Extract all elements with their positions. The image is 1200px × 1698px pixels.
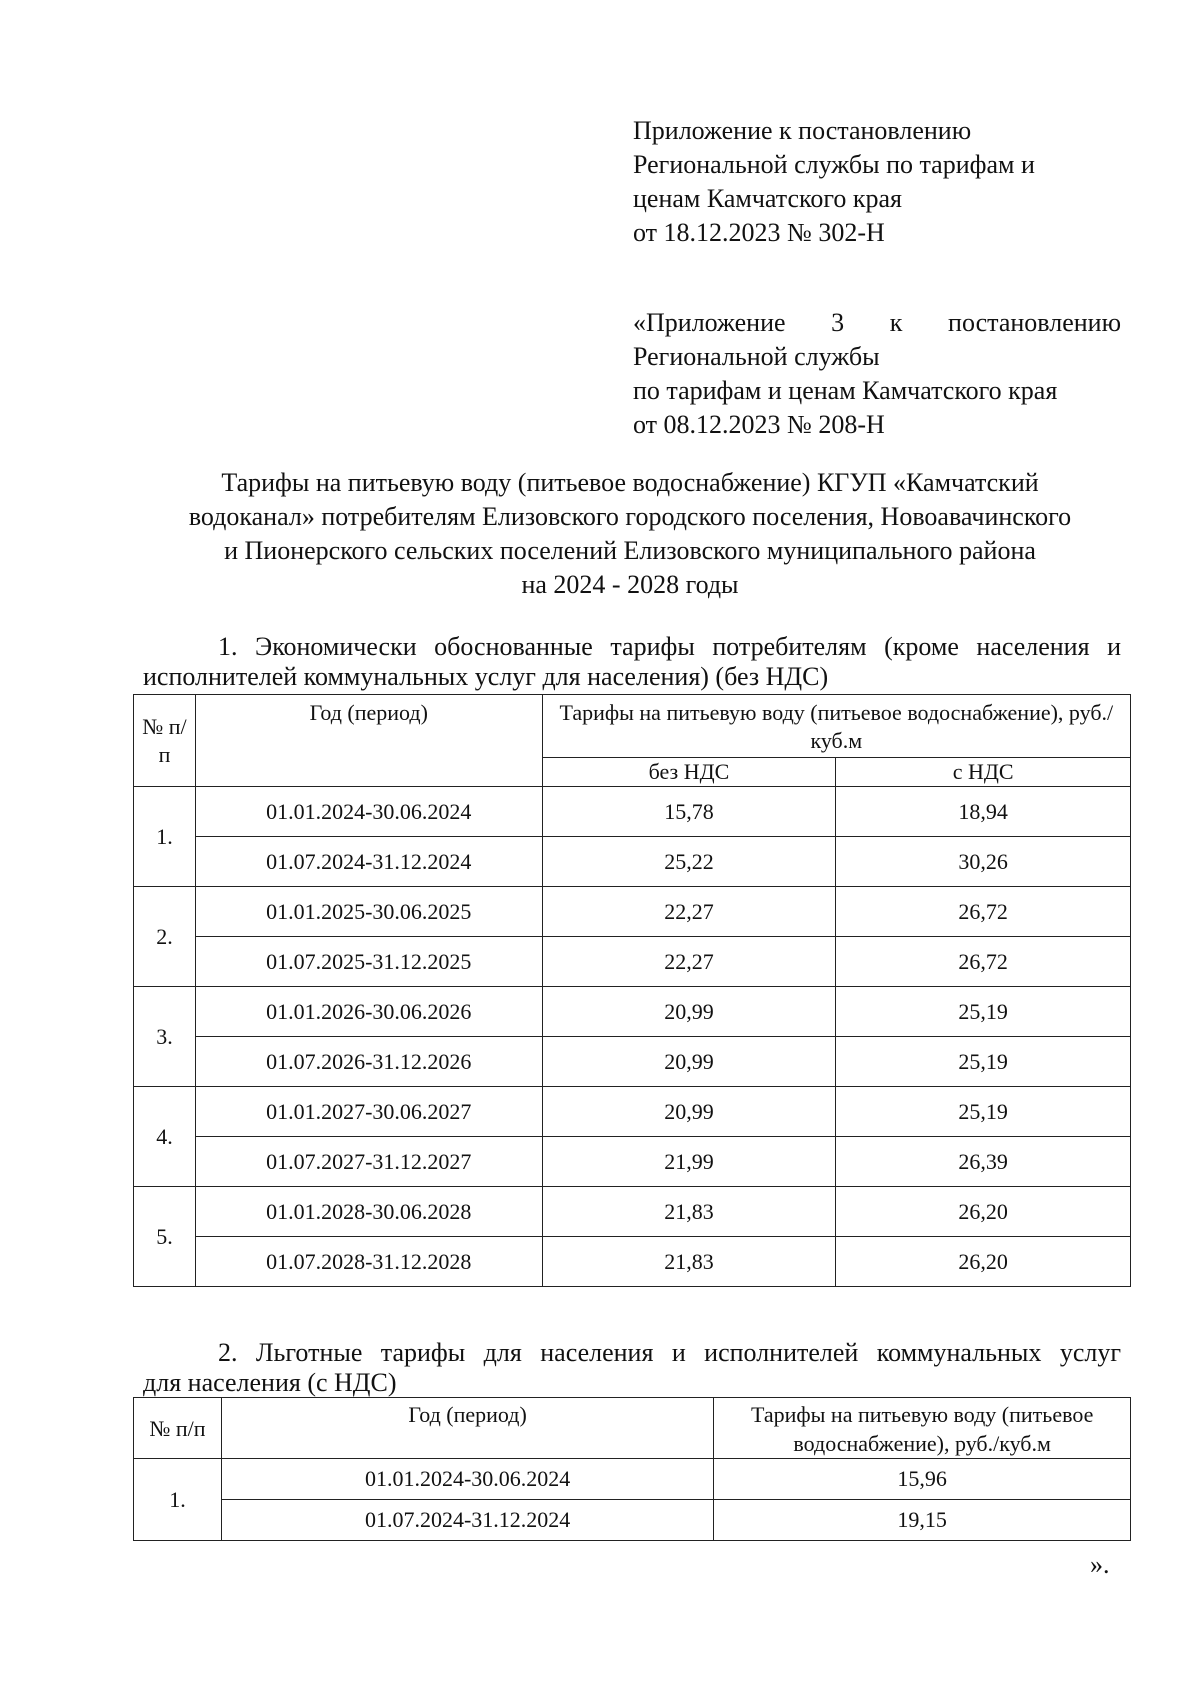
tariff-vat-cell: 30,26 [836,837,1131,887]
tariff-vat-cell: 15,96 [714,1459,1131,1500]
table-row [134,837,1131,887]
table-row [134,1087,1131,1137]
tariff-vat-cell: 25,19 [836,987,1131,1037]
section-line: 2. Льготные тарифы для населения и исполнителей коммунальных услуг [218,1338,1121,1367]
tariff-no-vat-cell: 21,99 [542,1137,836,1187]
appendix-line: по тарифам и ценам Камчатского края [633,376,1058,405]
tariff-vat-cell: 26,20 [836,1237,1131,1287]
tariff-vat-cell: 26,72 [836,887,1131,937]
title-line: и Пионерского сельских поселений Елизовского муниципального района [224,536,1036,565]
tariff-no-vat-cell: 21,83 [542,1237,836,1287]
tariff-vat-cell: 19,15 [714,1500,1131,1541]
table-row [134,1500,1131,1541]
table-row [134,1237,1131,1287]
section-line: для населения (с НДС) [143,1368,397,1397]
appendix-line: ценам Камчатского края [633,184,902,213]
table-row [134,1187,1131,1237]
section-2-heading [143,1338,1121,1398]
table-row [134,787,1131,837]
appendix-line: Региональной службы [633,342,880,371]
tariff-no-vat-cell: 21,83 [542,1187,836,1237]
tariff-no-vat-cell: 15,78 [542,787,836,837]
table-row [134,887,1131,937]
tariff-vat-cell: 26,39 [836,1137,1131,1187]
appendix-line: от 18.12.2023 № 302-Н [633,218,885,247]
period-cell: 01.01.2024-30.06.2024 [195,787,542,837]
table-row [134,1137,1131,1187]
appendix-quoted-header [633,306,1121,442]
closing-quote: ». [1090,1550,1110,1579]
col-period-header: Год (период) [221,1398,713,1459]
appendix-header [633,114,1121,250]
table-row [134,937,1131,987]
col-tariff-header: Тарифы на питьевую воду (питьевое водоснабжение), руб./куб.м [542,695,1130,758]
period-cell: 01.01.2025-30.06.2025 [195,887,542,937]
tariff-vat-cell: 26,20 [836,1187,1131,1237]
document-title [130,466,1130,602]
tariff-no-vat-cell: 20,99 [542,1037,836,1087]
col-period-header: Год (период) [195,695,542,787]
title-line: водоканал» потребителям Елизовского городского поселения, Новоавачинского [188,502,1072,531]
section-line: 1. Экономически обоснованные тарифы потребителям (кроме населения и [218,632,1121,661]
table-row [134,987,1131,1037]
col-number-header: № п/п [134,695,196,787]
period-cell: 01.01.2026-30.06.2026 [195,987,542,1037]
period-cell: 01.07.2026-31.12.2026 [195,1037,542,1087]
appendix-line: Приложение к постановлению [633,116,972,145]
row-number: 1. [134,787,196,887]
period-cell: 01.07.2025-31.12.2025 [195,937,542,987]
tariff-vat-cell: 25,19 [836,1087,1131,1137]
col-no-vat-header: без НДС [542,758,836,787]
row-number: 1. [134,1459,222,1541]
col-number-header: № п/п [134,1398,222,1459]
table-row [134,1037,1131,1087]
period-cell: 01.07.2027-31.12.2027 [195,1137,542,1187]
section-1-heading [143,632,1121,692]
col-tariff-header: Тарифы на питьевую воду (питьевое водоснабжение), руб./куб.м [714,1398,1131,1459]
period-cell: 01.01.2024-30.06.2024 [221,1459,713,1500]
tariff-table-1-body [134,787,1131,1287]
section-line: исполнителей коммунальных услуг для населения) (без НДС) [143,662,829,691]
tariff-no-vat-cell: 22,27 [542,937,836,987]
tariff-no-vat-cell: 22,27 [542,887,836,937]
tariff-no-vat-cell: 20,99 [542,987,836,1037]
tariff-table-2 [133,1397,1131,1541]
title-line: Тарифы на питьевую воду (питьевое водоснабжение) КГУП «Камчатский [221,468,1039,497]
appendix-line: «Приложение 3 к постановлению [633,308,1121,337]
period-cell: 01.01.2028-30.06.2028 [195,1187,542,1237]
row-number: 5. [134,1187,196,1287]
tariff-table-1 [133,694,1131,1287]
period-cell: 01.07.2024-31.12.2024 [221,1500,713,1541]
tariff-vat-cell: 26,72 [836,937,1131,987]
row-number: 3. [134,987,196,1087]
row-number: 2. [134,887,196,987]
title-line: на 2024 - 2028 годы [521,570,739,599]
tariff-vat-cell: 18,94 [836,787,1131,837]
tariff-no-vat-cell: 20,99 [542,1087,836,1137]
tariff-vat-cell: 25,19 [836,1037,1131,1087]
col-vat-header: с НДС [836,758,1131,787]
period-cell: 01.01.2027-30.06.2027 [195,1087,542,1137]
appendix-line: Региональной службы по тарифам и [633,150,1035,179]
period-cell: 01.07.2028-31.12.2028 [195,1237,542,1287]
row-number: 4. [134,1087,196,1187]
table-row [134,1459,1131,1500]
tariff-table-2-body [134,1459,1131,1541]
tariff-no-vat-cell: 25,22 [542,837,836,887]
appendix-line: от 08.12.2023 № 208-Н [633,410,885,439]
period-cell: 01.07.2024-31.12.2024 [195,837,542,887]
